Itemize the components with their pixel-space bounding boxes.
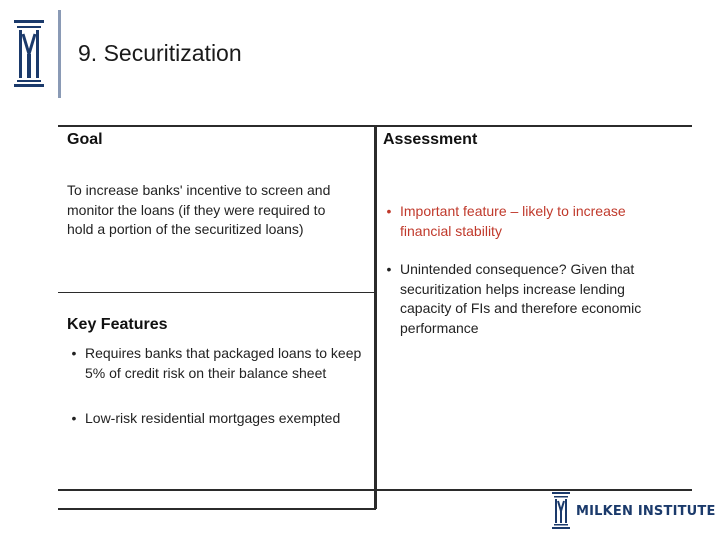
- column-divider: [374, 125, 377, 509]
- table-bottom-border-2-left: [58, 508, 376, 510]
- milken-footer-logo-icon: [552, 492, 572, 535]
- key-features-heading: Key Features: [67, 316, 168, 333]
- assessment-bullet: [378, 260, 678, 338]
- bullet-dot: •: [386, 261, 392, 277]
- assessment-bullet-text: Important feature – likely to increase financial stability: [400, 203, 626, 239]
- assessment-bullet-text: Unintended consequence? Given that securitization helps increase lending capacity of FIs and therefore economic performance: [400, 261, 642, 336]
- assessment-bullet: [378, 202, 673, 241]
- goal-heading: Goal: [67, 131, 103, 148]
- key-features-bullet: [63, 344, 368, 383]
- page-title: 9. Securitization: [78, 40, 242, 66]
- key-features-bullet-text: Requires banks that packaged loans to keep 5% of credit risk on their balance sheet: [85, 345, 362, 381]
- milken-logo-icon: [14, 20, 48, 90]
- key-features-bullet-text: Low-risk residential mortgages exempted: [85, 410, 341, 426]
- title-divider: [58, 10, 61, 98]
- key-features-bullet: [63, 409, 368, 429]
- table-bottom-border-1: [58, 489, 692, 491]
- bullet-dot: •: [71, 345, 77, 361]
- key-features-divider: [58, 292, 376, 293]
- assessment-heading: Assessment: [383, 131, 478, 148]
- bullet-dot: •: [386, 203, 392, 219]
- bullet-dot: •: [71, 410, 77, 426]
- goal-text: To increase banks' incentive to screen and monitor the loans (if they were required to hold a portion of the securitized loans): [67, 182, 331, 237]
- milken-institute-wordmark: MILKEN INSTITUTE: [576, 504, 716, 519]
- table-top-border-right: [376, 125, 692, 127]
- table-top-border-left: [58, 125, 376, 127]
